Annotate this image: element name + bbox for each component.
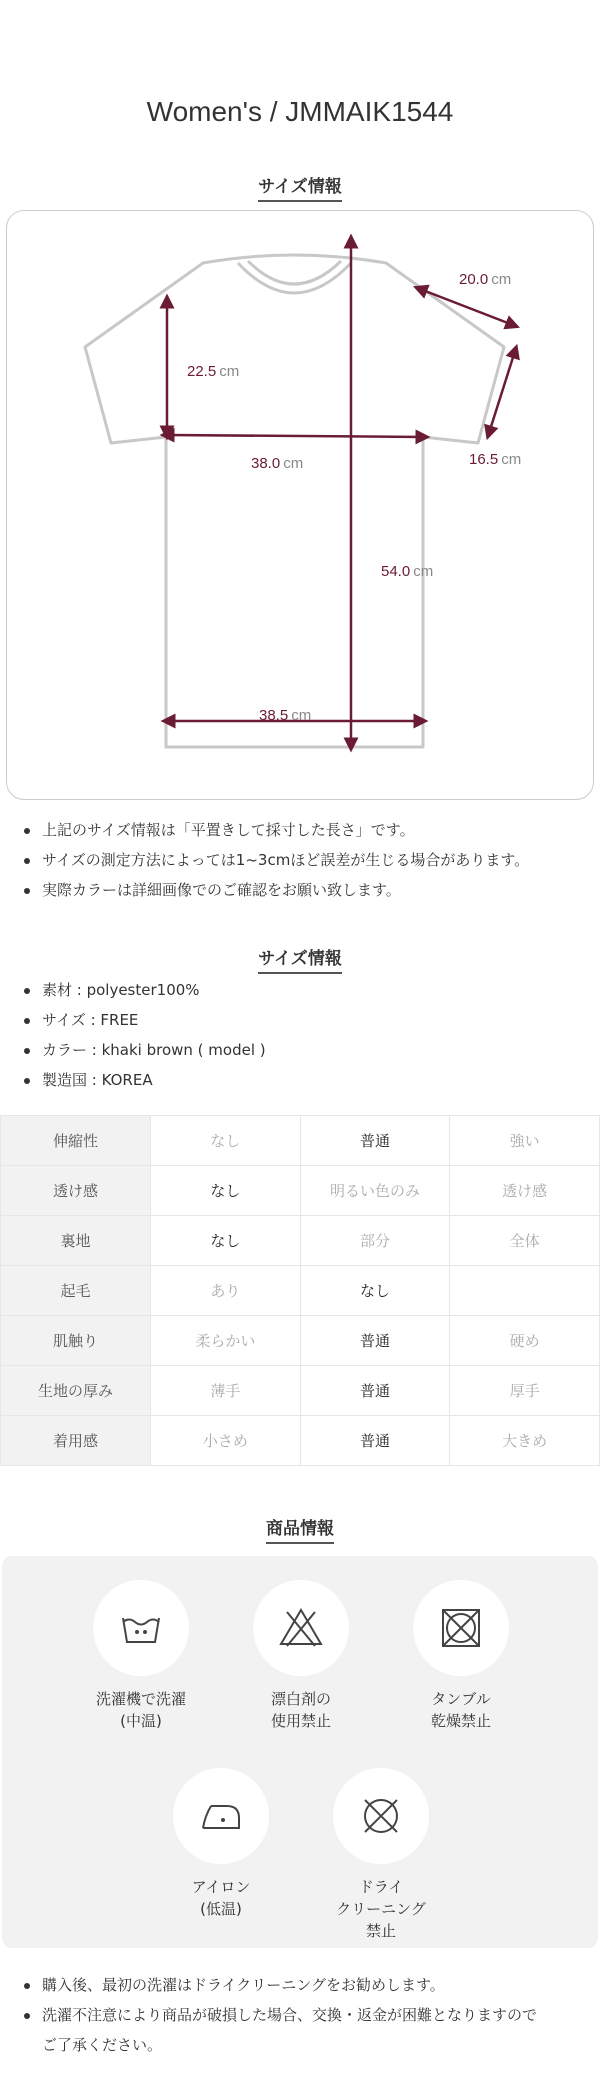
measure-shoulder	[167, 435, 423, 437]
list-item: ご了承ください。	[42, 2036, 163, 2054]
product-notes-list	[20, 1970, 590, 2060]
property-option: 薄手	[151, 1366, 301, 1416]
property-label: 生地の厚み	[1, 1366, 151, 1416]
property-option	[450, 1266, 600, 1316]
no-tumble-dry-icon	[437, 1604, 485, 1652]
property-option: 普通	[300, 1116, 450, 1166]
property-option: 柔らかい	[151, 1316, 301, 1366]
care-item-iron	[161, 1768, 281, 1920]
size-notes-list	[20, 815, 590, 905]
list-item: サイズの測定方法によっては1~3cmほど誤差が生じる場合があります。	[20, 845, 590, 875]
property-option: 小さめ	[151, 1416, 301, 1466]
property-label: 透け感	[1, 1166, 151, 1216]
property-option: 全体	[450, 1216, 600, 1266]
care-item-bleach	[241, 1580, 361, 1732]
table-row	[1, 1266, 600, 1316]
table-row	[1, 1216, 600, 1266]
property-label: 起毛	[1, 1266, 151, 1316]
property-option: 普通	[300, 1416, 450, 1466]
size-diagram	[6, 210, 594, 800]
property-label: 裏地	[1, 1216, 151, 1266]
care-item-wash	[81, 1580, 201, 1732]
property-option: なし	[151, 1216, 301, 1266]
label-shoulder: 38.0 cm	[251, 455, 304, 472]
property-option: 硬め	[450, 1316, 600, 1366]
list-item: 製造国 : KOREA	[20, 1065, 590, 1095]
property-option: 厚手	[450, 1366, 600, 1416]
label-hem-width: 38.5 cm	[259, 707, 312, 724]
list-item: カラー : khaki brown ( model )	[20, 1035, 590, 1065]
property-option: なし	[300, 1266, 450, 1316]
spec-list	[20, 975, 590, 1095]
care-item-dryclean	[321, 1768, 441, 1942]
no-bleach-icon	[277, 1604, 325, 1652]
property-label: 着用感	[1, 1416, 151, 1466]
list-item: サイズ : FREE	[20, 1005, 590, 1035]
table-row	[1, 1366, 600, 1416]
property-option: 普通	[300, 1316, 450, 1366]
list-item: 実際カラーは詳細画像でのご確認をお願い致します。	[20, 875, 590, 905]
property-label: 伸縮性	[1, 1116, 151, 1166]
property-option: 透け感	[450, 1166, 600, 1216]
care-label: ドライ クリーニング 禁止	[336, 1878, 426, 1940]
wash-tub-icon	[117, 1604, 165, 1652]
property-option: 部分	[300, 1216, 450, 1266]
care-label: アイロン (低温)	[191, 1878, 251, 1918]
fabric-properties-table	[0, 1115, 600, 1466]
table-row	[1, 1116, 600, 1166]
label-sleeve-opening: 16.5 cm	[469, 451, 522, 468]
care-label: タンブル 乾燥禁止	[430, 1690, 491, 1730]
property-option: なし	[151, 1166, 301, 1216]
table-row	[1, 1316, 600, 1366]
label-length: 54.0 cm	[381, 563, 434, 580]
property-label: 肌触り	[1, 1316, 151, 1366]
care-item-tumble	[401, 1580, 521, 1732]
no-dry-clean-icon	[357, 1792, 405, 1840]
iron-low-icon	[197, 1792, 245, 1840]
property-option: 大きめ	[450, 1416, 600, 1466]
property-option: 明るい色のみ	[300, 1166, 450, 1216]
spec-section-heading: サイズ情報	[0, 944, 600, 974]
list-item: 上記のサイズ情報は「平置きして採寸した長さ」です。	[20, 815, 590, 845]
care-label: 洗濯機で洗濯 (中温)	[95, 1690, 186, 1730]
label-chest-side: 22.5 cm	[187, 363, 240, 380]
size-section-heading: サイズ情報	[0, 172, 600, 202]
care-panel	[2, 1556, 598, 1948]
list-item: 購入後、最初の洗濯はドライクリーニングをお勧めします。	[20, 1970, 590, 2000]
property-option: 普通	[300, 1366, 450, 1416]
label-sleeve-width: 20.0 cm	[459, 271, 512, 288]
list-item: 素材 : polyester100%	[20, 975, 590, 1005]
property-option: あり	[151, 1266, 301, 1316]
product-section-heading: 商品情報	[0, 1514, 600, 1544]
table-row	[1, 1416, 600, 1466]
page-title: Women's / JMMAIK1544	[146, 96, 454, 127]
list-item: 洗濯不注意により商品が破損した場合、交換・返金が困難となりますので	[20, 2000, 590, 2030]
care-label: 漂白剤の 使用禁止	[270, 1690, 331, 1730]
table-row	[1, 1166, 600, 1216]
property-option: 強い	[450, 1116, 600, 1166]
property-option: なし	[151, 1116, 301, 1166]
